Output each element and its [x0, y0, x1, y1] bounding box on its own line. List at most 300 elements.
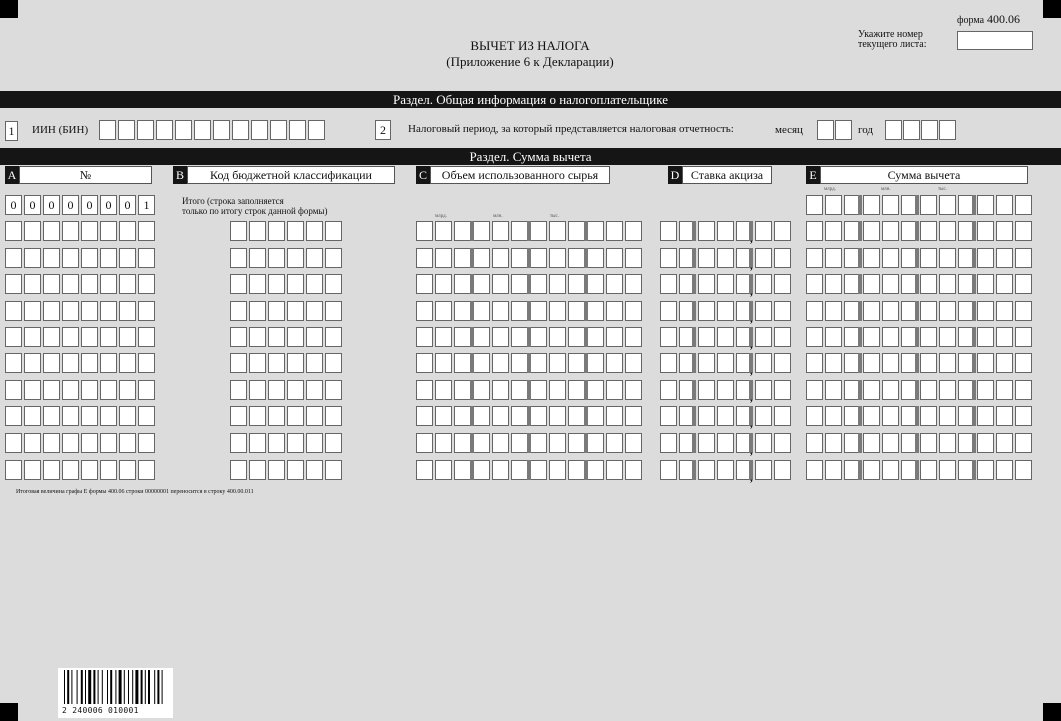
- deduction-digit-box[interactable]: [825, 433, 842, 453]
- kbk-digit-box[interactable]: [325, 301, 342, 321]
- rate-digit-box[interactable]: [755, 353, 772, 373]
- volume-digit-box[interactable]: [473, 221, 490, 241]
- deduction-digit-box[interactable]: [863, 274, 880, 294]
- rate-digit-box[interactable]: [717, 353, 734, 373]
- kbk-digit-box[interactable]: [287, 406, 304, 426]
- row-number-box[interactable]: [138, 301, 155, 321]
- iin-digit-box[interactable]: [289, 120, 306, 140]
- deduction-digit-box[interactable]: [806, 274, 823, 294]
- deduction-digit-box[interactable]: [939, 301, 956, 321]
- volume-digit-box[interactable]: [435, 274, 452, 294]
- row-number-box[interactable]: [62, 380, 79, 400]
- kbk-digit-box[interactable]: [306, 221, 323, 241]
- row-number-box[interactable]: [5, 353, 22, 373]
- row-number-box[interactable]: [43, 353, 60, 373]
- rate-digit-box[interactable]: [660, 406, 677, 426]
- row-number-box[interactable]: [24, 327, 41, 347]
- kbk-digit-box[interactable]: [268, 327, 285, 347]
- deduction-digit-box[interactable]: [920, 406, 937, 426]
- volume-digit-box[interactable]: [492, 221, 509, 241]
- volume-digit-box[interactable]: [435, 380, 452, 400]
- row-number-box[interactable]: [5, 406, 22, 426]
- kbk-digit-box[interactable]: [249, 433, 266, 453]
- rate-digit-box[interactable]: [774, 353, 791, 373]
- volume-digit-box[interactable]: [530, 327, 547, 347]
- kbk-digit-box[interactable]: [230, 380, 247, 400]
- row-number-box[interactable]: [62, 460, 79, 480]
- volume-digit-box[interactable]: [416, 406, 433, 426]
- volume-digit-box[interactable]: [416, 221, 433, 241]
- deduction-digit-box[interactable]: [825, 274, 842, 294]
- rate-digit-box[interactable]: [660, 433, 677, 453]
- deduction-digit-box[interactable]: [1015, 301, 1032, 321]
- rate-digit-box[interactable]: [774, 460, 791, 480]
- deduction-digit-box[interactable]: [1015, 248, 1032, 268]
- volume-digit-box[interactable]: [530, 433, 547, 453]
- row-number-box[interactable]: [81, 327, 98, 347]
- volume-digit-box[interactable]: [587, 406, 604, 426]
- rate-digit-box[interactable]: [774, 433, 791, 453]
- volume-digit-box[interactable]: [606, 460, 623, 480]
- volume-digit-box[interactable]: [606, 221, 623, 241]
- deduction-digit-box[interactable]: [882, 301, 899, 321]
- deduction-digit-box[interactable]: [920, 380, 937, 400]
- row-number-box[interactable]: [5, 380, 22, 400]
- year-digit-box[interactable]: [921, 120, 938, 140]
- volume-digit-box[interactable]: [625, 274, 642, 294]
- deduction-digit-box[interactable]: [863, 433, 880, 453]
- deduction-digit-box[interactable]: [1015, 460, 1032, 480]
- rate-digit-box[interactable]: [660, 221, 677, 241]
- deduction-digit-box[interactable]: [996, 460, 1013, 480]
- deduction-digit-box[interactable]: [882, 380, 899, 400]
- rate-digit-box[interactable]: [660, 327, 677, 347]
- kbk-digit-box[interactable]: [268, 460, 285, 480]
- rate-digit-box[interactable]: [717, 327, 734, 347]
- deduction-digit-box[interactable]: [939, 406, 956, 426]
- iin-digit-box[interactable]: [99, 120, 116, 140]
- volume-digit-box[interactable]: [587, 274, 604, 294]
- deduction-digit-box[interactable]: [806, 433, 823, 453]
- deduction-digit-box[interactable]: [977, 433, 994, 453]
- deduction-digit-box[interactable]: [996, 221, 1013, 241]
- deduction-digit-box[interactable]: [825, 248, 842, 268]
- year-digit-box[interactable]: [903, 120, 920, 140]
- rate-digit-box[interactable]: [717, 274, 734, 294]
- deduction-digit-box[interactable]: [806, 380, 823, 400]
- volume-digit-box[interactable]: [568, 248, 585, 268]
- rate-digit-box[interactable]: [698, 301, 715, 321]
- total-deduction-digit-box[interactable]: [1015, 195, 1032, 215]
- deduction-digit-box[interactable]: [863, 406, 880, 426]
- rate-digit-box[interactable]: [755, 327, 772, 347]
- kbk-digit-box[interactable]: [306, 460, 323, 480]
- deduction-digit-box[interactable]: [882, 274, 899, 294]
- deduction-digit-box[interactable]: [825, 380, 842, 400]
- iin-digit-box[interactable]: [156, 120, 173, 140]
- deduction-digit-box[interactable]: [863, 248, 880, 268]
- row-number-box[interactable]: [81, 433, 98, 453]
- rate-digit-box[interactable]: [774, 301, 791, 321]
- volume-digit-box[interactable]: [454, 433, 471, 453]
- rate-digit-box[interactable]: [698, 433, 715, 453]
- year-digit-box[interactable]: [885, 120, 902, 140]
- volume-digit-box[interactable]: [435, 248, 452, 268]
- kbk-digit-box[interactable]: [325, 221, 342, 241]
- volume-digit-box[interactable]: [530, 406, 547, 426]
- kbk-digit-box[interactable]: [230, 433, 247, 453]
- month-digit-box[interactable]: [835, 120, 852, 140]
- row-number-box[interactable]: [62, 406, 79, 426]
- row-number-box[interactable]: [119, 460, 136, 480]
- volume-digit-box[interactable]: [416, 433, 433, 453]
- rate-digit-box[interactable]: [698, 248, 715, 268]
- volume-digit-box[interactable]: [435, 433, 452, 453]
- row-number-box[interactable]: [43, 301, 60, 321]
- row-number-box[interactable]: [81, 301, 98, 321]
- volume-digit-box[interactable]: [568, 327, 585, 347]
- volume-digit-box[interactable]: [473, 327, 490, 347]
- row-number-box[interactable]: [138, 406, 155, 426]
- volume-digit-box[interactable]: [511, 248, 528, 268]
- volume-digit-box[interactable]: [549, 301, 566, 321]
- kbk-digit-box[interactable]: [249, 380, 266, 400]
- rate-digit-box[interactable]: [755, 433, 772, 453]
- deduction-digit-box[interactable]: [939, 327, 956, 347]
- volume-digit-box[interactable]: [454, 221, 471, 241]
- kbk-digit-box[interactable]: [249, 327, 266, 347]
- row-number-box[interactable]: [43, 380, 60, 400]
- row-number-box[interactable]: [24, 301, 41, 321]
- volume-digit-box[interactable]: [454, 380, 471, 400]
- rate-digit-box[interactable]: [755, 274, 772, 294]
- volume-digit-box[interactable]: [473, 380, 490, 400]
- row-number-box[interactable]: [81, 406, 98, 426]
- row-number-box[interactable]: [81, 221, 98, 241]
- total-deduction-digit-box[interactable]: [939, 195, 956, 215]
- deduction-digit-box[interactable]: [806, 327, 823, 347]
- row-number-box[interactable]: [138, 327, 155, 347]
- rate-digit-box[interactable]: [717, 460, 734, 480]
- kbk-digit-box[interactable]: [287, 353, 304, 373]
- kbk-digit-box[interactable]: [230, 353, 247, 373]
- row-number-box[interactable]: [138, 221, 155, 241]
- row-number-box[interactable]: [5, 327, 22, 347]
- volume-digit-box[interactable]: [568, 274, 585, 294]
- row-number-box[interactable]: [81, 248, 98, 268]
- kbk-digit-box[interactable]: [325, 274, 342, 294]
- kbk-digit-box[interactable]: [306, 327, 323, 347]
- kbk-digit-box[interactable]: [306, 353, 323, 373]
- row-number-box[interactable]: [62, 274, 79, 294]
- rate-digit-box[interactable]: [774, 380, 791, 400]
- deduction-digit-box[interactable]: [977, 327, 994, 347]
- row-number-box[interactable]: [24, 406, 41, 426]
- row-number-box[interactable]: [43, 248, 60, 268]
- row-number-box[interactable]: [100, 221, 117, 241]
- row-number-box[interactable]: [100, 274, 117, 294]
- row-number-box[interactable]: [138, 274, 155, 294]
- row-number-box[interactable]: [138, 460, 155, 480]
- row-number-box[interactable]: [5, 433, 22, 453]
- volume-digit-box[interactable]: [416, 274, 433, 294]
- total-deduction-digit-box[interactable]: [863, 195, 880, 215]
- kbk-digit-box[interactable]: [306, 248, 323, 268]
- volume-digit-box[interactable]: [549, 274, 566, 294]
- deduction-digit-box[interactable]: [1015, 406, 1032, 426]
- iin-digit-box[interactable]: [175, 120, 192, 140]
- row-number-box[interactable]: [119, 406, 136, 426]
- year-digit-box[interactable]: [939, 120, 956, 140]
- volume-digit-box[interactable]: [492, 406, 509, 426]
- iin-digit-box[interactable]: [213, 120, 230, 140]
- deduction-digit-box[interactable]: [996, 248, 1013, 268]
- row-number-box[interactable]: [62, 327, 79, 347]
- deduction-digit-box[interactable]: [977, 460, 994, 480]
- row-number-box[interactable]: [100, 380, 117, 400]
- volume-digit-box[interactable]: [454, 274, 471, 294]
- volume-digit-box[interactable]: [416, 353, 433, 373]
- deduction-digit-box[interactable]: [825, 221, 842, 241]
- volume-digit-box[interactable]: [587, 221, 604, 241]
- rate-digit-box[interactable]: [698, 380, 715, 400]
- deduction-digit-box[interactable]: [1015, 274, 1032, 294]
- rate-digit-box[interactable]: [717, 433, 734, 453]
- iin-digit-box[interactable]: [251, 120, 268, 140]
- sheet-number-input[interactable]: [957, 31, 1033, 50]
- row-number-box[interactable]: [119, 221, 136, 241]
- kbk-digit-box[interactable]: [249, 406, 266, 426]
- row-number-box[interactable]: [100, 301, 117, 321]
- deduction-digit-box[interactable]: [806, 248, 823, 268]
- volume-digit-box[interactable]: [587, 353, 604, 373]
- kbk-digit-box[interactable]: [287, 460, 304, 480]
- row-number-box[interactable]: [62, 353, 79, 373]
- rate-digit-box[interactable]: [698, 274, 715, 294]
- deduction-digit-box[interactable]: [920, 460, 937, 480]
- volume-digit-box[interactable]: [530, 301, 547, 321]
- volume-digit-box[interactable]: [454, 353, 471, 373]
- volume-digit-box[interactable]: [625, 460, 642, 480]
- kbk-digit-box[interactable]: [268, 274, 285, 294]
- volume-digit-box[interactable]: [511, 221, 528, 241]
- kbk-digit-box[interactable]: [325, 248, 342, 268]
- volume-digit-box[interactable]: [530, 380, 547, 400]
- row-number-box[interactable]: [119, 327, 136, 347]
- kbk-digit-box[interactable]: [268, 406, 285, 426]
- iin-digit-box[interactable]: [137, 120, 154, 140]
- volume-digit-box[interactable]: [454, 301, 471, 321]
- volume-digit-box[interactable]: [492, 460, 509, 480]
- row-number-box[interactable]: [81, 353, 98, 373]
- row-number-box[interactable]: [119, 380, 136, 400]
- row-number-box[interactable]: [43, 221, 60, 241]
- deduction-digit-box[interactable]: [882, 221, 899, 241]
- volume-digit-box[interactable]: [435, 221, 452, 241]
- volume-digit-box[interactable]: [473, 353, 490, 373]
- row-number-box[interactable]: [62, 221, 79, 241]
- volume-digit-box[interactable]: [492, 274, 509, 294]
- volume-digit-box[interactable]: [625, 406, 642, 426]
- iin-digit-box[interactable]: [232, 120, 249, 140]
- volume-digit-box[interactable]: [473, 406, 490, 426]
- kbk-digit-box[interactable]: [325, 327, 342, 347]
- volume-digit-box[interactable]: [435, 353, 452, 373]
- volume-digit-box[interactable]: [606, 301, 623, 321]
- row-number-box[interactable]: [5, 221, 22, 241]
- deduction-digit-box[interactable]: [996, 353, 1013, 373]
- rate-digit-box[interactable]: [698, 460, 715, 480]
- volume-digit-box[interactable]: [587, 433, 604, 453]
- deduction-digit-box[interactable]: [920, 353, 937, 373]
- volume-digit-box[interactable]: [587, 460, 604, 480]
- volume-digit-box[interactable]: [625, 433, 642, 453]
- volume-digit-box[interactable]: [454, 460, 471, 480]
- rate-digit-box[interactable]: [755, 406, 772, 426]
- volume-digit-box[interactable]: [473, 301, 490, 321]
- rate-digit-box[interactable]: [774, 274, 791, 294]
- deduction-digit-box[interactable]: [806, 353, 823, 373]
- volume-digit-box[interactable]: [587, 380, 604, 400]
- volume-digit-box[interactable]: [530, 274, 547, 294]
- kbk-digit-box[interactable]: [325, 353, 342, 373]
- kbk-digit-box[interactable]: [230, 460, 247, 480]
- kbk-digit-box[interactable]: [287, 221, 304, 241]
- row-number-box[interactable]: [5, 274, 22, 294]
- deduction-digit-box[interactable]: [996, 327, 1013, 347]
- kbk-digit-box[interactable]: [249, 353, 266, 373]
- rate-digit-box[interactable]: [717, 301, 734, 321]
- deduction-digit-box[interactable]: [977, 380, 994, 400]
- kbk-digit-box[interactable]: [268, 248, 285, 268]
- deduction-digit-box[interactable]: [996, 433, 1013, 453]
- volume-digit-box[interactable]: [549, 248, 566, 268]
- volume-digit-box[interactable]: [625, 221, 642, 241]
- row-number-box[interactable]: [43, 327, 60, 347]
- volume-digit-box[interactable]: [435, 301, 452, 321]
- rate-digit-box[interactable]: [698, 221, 715, 241]
- deduction-digit-box[interactable]: [882, 353, 899, 373]
- deduction-digit-box[interactable]: [920, 433, 937, 453]
- volume-digit-box[interactable]: [549, 327, 566, 347]
- total-deduction-digit-box[interactable]: [825, 195, 842, 215]
- volume-digit-box[interactable]: [606, 433, 623, 453]
- kbk-digit-box[interactable]: [268, 221, 285, 241]
- row-number-box[interactable]: [138, 380, 155, 400]
- row-number-box[interactable]: [24, 221, 41, 241]
- deduction-digit-box[interactable]: [977, 248, 994, 268]
- deduction-digit-box[interactable]: [939, 460, 956, 480]
- iin-digit-box[interactable]: [118, 120, 135, 140]
- rate-digit-box[interactable]: [660, 380, 677, 400]
- deduction-digit-box[interactable]: [996, 301, 1013, 321]
- total-deduction-digit-box[interactable]: [806, 195, 823, 215]
- deduction-digit-box[interactable]: [882, 460, 899, 480]
- rate-digit-box[interactable]: [774, 406, 791, 426]
- deduction-digit-box[interactable]: [825, 406, 842, 426]
- row-number-box[interactable]: [119, 353, 136, 373]
- row-number-box[interactable]: [24, 433, 41, 453]
- volume-digit-box[interactable]: [454, 406, 471, 426]
- volume-digit-box[interactable]: [606, 327, 623, 347]
- volume-digit-box[interactable]: [511, 433, 528, 453]
- row-number-box[interactable]: [81, 380, 98, 400]
- deduction-digit-box[interactable]: [1015, 221, 1032, 241]
- volume-digit-box[interactable]: [568, 380, 585, 400]
- deduction-digit-box[interactable]: [1015, 380, 1032, 400]
- volume-digit-box[interactable]: [606, 353, 623, 373]
- volume-digit-box[interactable]: [511, 406, 528, 426]
- volume-digit-box[interactable]: [625, 353, 642, 373]
- row-number-box[interactable]: [81, 274, 98, 294]
- deduction-digit-box[interactable]: [939, 433, 956, 453]
- deduction-digit-box[interactable]: [939, 248, 956, 268]
- deduction-digit-box[interactable]: [939, 353, 956, 373]
- volume-digit-box[interactable]: [416, 460, 433, 480]
- kbk-digit-box[interactable]: [249, 274, 266, 294]
- volume-digit-box[interactable]: [625, 301, 642, 321]
- rate-digit-box[interactable]: [717, 221, 734, 241]
- volume-digit-box[interactable]: [492, 353, 509, 373]
- kbk-digit-box[interactable]: [230, 406, 247, 426]
- rate-digit-box[interactable]: [660, 274, 677, 294]
- deduction-digit-box[interactable]: [806, 460, 823, 480]
- deduction-digit-box[interactable]: [977, 301, 994, 321]
- kbk-digit-box[interactable]: [325, 460, 342, 480]
- row-number-box[interactable]: [5, 248, 22, 268]
- volume-digit-box[interactable]: [416, 301, 433, 321]
- row-number-box[interactable]: [62, 433, 79, 453]
- volume-digit-box[interactable]: [435, 327, 452, 347]
- deduction-digit-box[interactable]: [920, 248, 937, 268]
- row-number-box[interactable]: [62, 301, 79, 321]
- volume-digit-box[interactable]: [587, 301, 604, 321]
- kbk-digit-box[interactable]: [268, 301, 285, 321]
- rate-digit-box[interactable]: [698, 327, 715, 347]
- row-number-box[interactable]: [24, 353, 41, 373]
- rate-digit-box[interactable]: [717, 406, 734, 426]
- deduction-digit-box[interactable]: [882, 248, 899, 268]
- volume-digit-box[interactable]: [587, 248, 604, 268]
- kbk-digit-box[interactable]: [325, 433, 342, 453]
- deduction-digit-box[interactable]: [806, 221, 823, 241]
- kbk-digit-box[interactable]: [325, 380, 342, 400]
- volume-digit-box[interactable]: [492, 327, 509, 347]
- total-deduction-digit-box[interactable]: [977, 195, 994, 215]
- deduction-digit-box[interactable]: [920, 221, 937, 241]
- volume-digit-box[interactable]: [587, 327, 604, 347]
- row-number-box[interactable]: [5, 301, 22, 321]
- volume-digit-box[interactable]: [606, 406, 623, 426]
- volume-digit-box[interactable]: [473, 274, 490, 294]
- deduction-digit-box[interactable]: [882, 327, 899, 347]
- volume-digit-box[interactable]: [568, 221, 585, 241]
- volume-digit-box[interactable]: [511, 380, 528, 400]
- volume-digit-box[interactable]: [416, 248, 433, 268]
- row-number-box[interactable]: [119, 301, 136, 321]
- volume-digit-box[interactable]: [454, 327, 471, 347]
- total-deduction-digit-box[interactable]: [920, 195, 937, 215]
- row-number-box[interactable]: [100, 248, 117, 268]
- month-digit-box[interactable]: [817, 120, 834, 140]
- total-deduction-digit-box[interactable]: [996, 195, 1013, 215]
- volume-digit-box[interactable]: [511, 274, 528, 294]
- rate-digit-box[interactable]: [717, 380, 734, 400]
- row-number-box[interactable]: [24, 380, 41, 400]
- row-number-box[interactable]: [100, 406, 117, 426]
- deduction-digit-box[interactable]: [825, 353, 842, 373]
- deduction-digit-box[interactable]: [863, 327, 880, 347]
